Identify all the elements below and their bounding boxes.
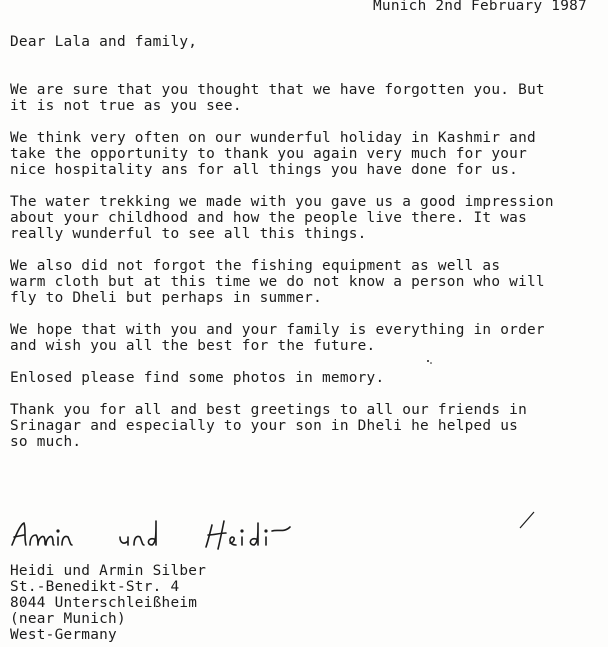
paragraph-6-line-1: Enlosed please find some photos in memory.	[10, 370, 385, 386]
address-line-1: Heidi und Armin Silber	[10, 563, 207, 579]
paragraph-4-line-1: We also did not forgot the fishing equipment as well as	[10, 258, 501, 274]
paragraph-3-line-3: really wunderful to see all this things.	[10, 226, 367, 242]
paragraph-7-line-1: Thank you for all and best greetings to all our friends in	[10, 402, 528, 418]
ink-speck	[424, 356, 436, 368]
paragraph-5-line-2: and wish you all the best for the future.	[10, 338, 376, 354]
paragraph-4-line-2: warm cloth but at this time we do not know a person who will	[10, 274, 545, 290]
paragraph-4-line-3: fly to Dheli but perhaps in summer.	[10, 290, 322, 306]
paragraph-2-line-3: nice hospitality ans for all things you have done for us.	[10, 162, 519, 178]
address-line-5: West-Germany	[10, 627, 117, 643]
stray-pen-mark	[518, 510, 538, 530]
paragraph-3-line-1: The water trekking we made with you gave us a good impression	[10, 194, 554, 210]
paragraph-7-line-3: so much.	[10, 434, 82, 450]
paragraph-1-line-2: it is not true as you see.	[10, 98, 242, 114]
paragraph-2-line-1: We think very often on our wunderful holiday in Kashmir and	[10, 130, 536, 146]
handwritten-signature	[8, 515, 308, 555]
paragraph-3-line-2: about your childhood and how the people live there. It was	[10, 210, 528, 226]
address-line-4: (near Munich)	[10, 611, 126, 627]
salutation: Dear Lala and family,	[10, 34, 198, 50]
address-line-2: St.-Benedikt-Str. 4	[10, 579, 180, 595]
letter-date: Munich 2nd February 1987	[373, 0, 587, 14]
paragraph-1-line-1: We are sure that you thought that we have forgotten you. But	[10, 82, 545, 98]
paragraph-5-line-1: We hope that with you and your family is everything in order	[10, 322, 545, 338]
address-line-3: 8044 Unterschleißheim	[10, 595, 198, 611]
paragraph-2-line-2: take the opportunity to thank you again very much for your	[10, 146, 528, 162]
paragraph-7-line-2: Srinagar and especially to your son in Dheli he helped us	[10, 418, 519, 434]
